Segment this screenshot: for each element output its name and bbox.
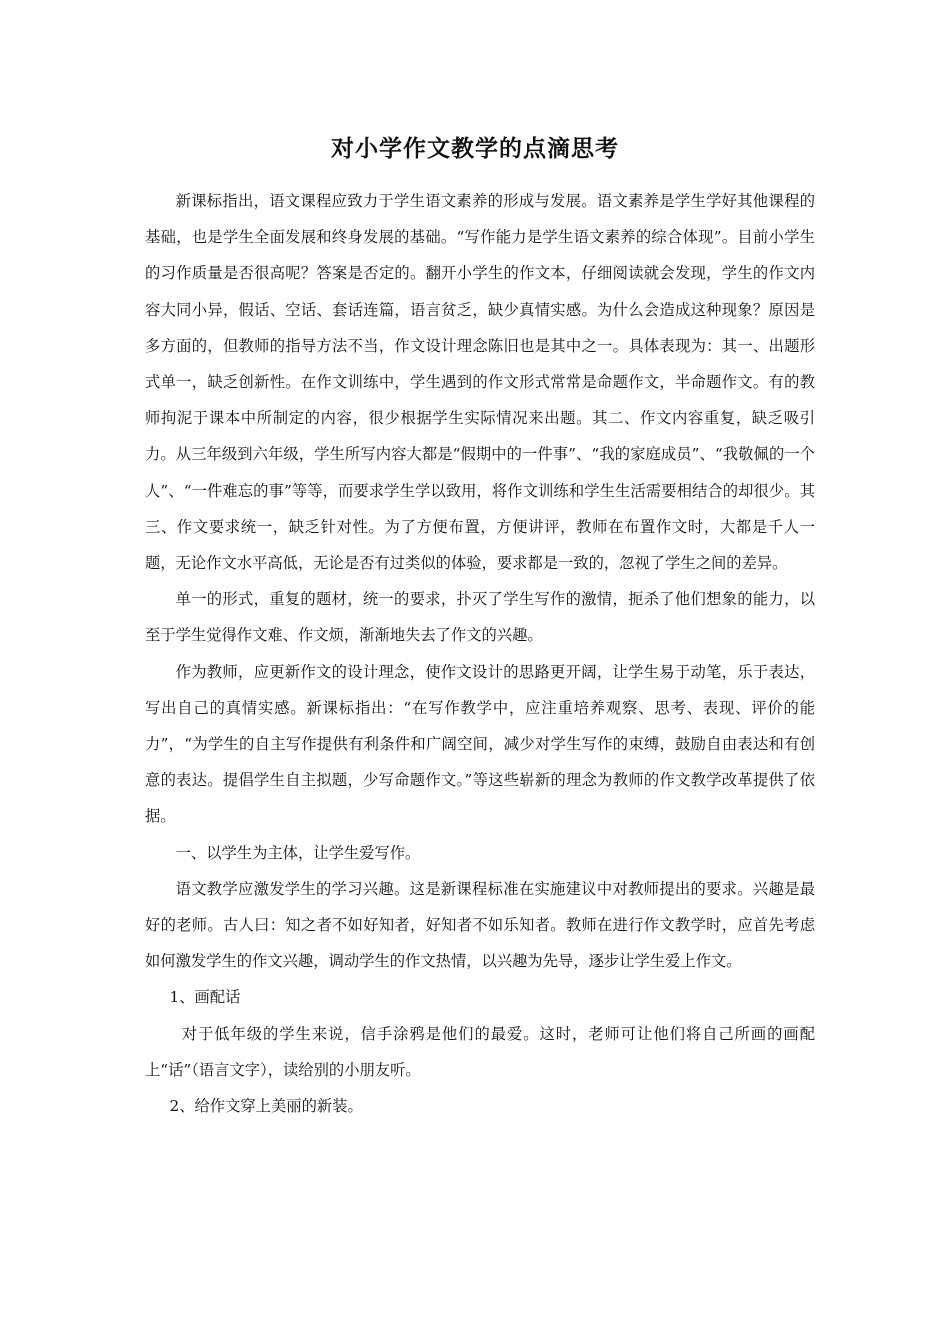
subheading-new-outfit: 2、给作文穿上美丽的新装。 xyxy=(169,1097,363,1116)
document-body xyxy=(145,183,815,1124)
paragraph-intro: 新课标指出，语文课程应致力于学生语文素养的形成与发展。语文素养是学生学好其他课程的基础，也是学生全面发展和终身发展的基础。“写作能力是学生语文素养的综合体现”。目前小学生的习作质量是否很高呢？答案是否定的。翻开小学生的作文本，仔细阅读就会发现，学生的作文内容大同小异，假话、空话、套话连篇，语言贫乏，缺少真情实感。为什么会造成这种现象？原因是多方面的，但教师的指导方法不当，作文设计理念陈旧也是其中之一。具体表现为：其一、出题形式单一，缺乏创新性。在作文训练中，学生遇到的作文形式常常是命题作文，半命题作文。有的教师拘泥于课本中所制定的内容，很少根据学生实际情况来出题。其二、作文内容重复，缺乏吸引力。从三年级到六年级，学生所写内容大都是“假期中的一件事”、“我的家庭成员”、“我敬佩的一个人”、“一件难忘的事”等等，而要求学生学以致用，将作文训练和学生生活需要相结合的却很少。其三、作文要求统一，缺乏针对性。为了方便布置，方便讲评，教师在布置作文时，大都是千人一题，无论作文水平高低，无论是否有过类似的体验，要求都是一致的，忽视了学生之间的差异。 xyxy=(145,192,815,573)
document-title: 对小学作文教学的点滴思考 xyxy=(331,135,619,162)
paragraph-interest: 语文教学应激发学生的学习兴趣。这是新课程标准在实施建议中对教师提出的要求。兴趣是最好的老师。古人曰：知之者不如好知者，好知者不如乐知者。教师在进行作文教学时，应首先考虑如何激发学生的作文兴趣，调动学生的作文热情，以兴趣为先导，逐步让学生爱上作文。 xyxy=(145,879,815,971)
paragraph-problem-summary: 单一的形式，重复的题材，统一的要求，扑灭了学生写作的激情，扼杀了他们想象的能力，以至于学生觉得作文难、作文烦，渐渐地失去了作文的兴趣。 xyxy=(145,590,815,645)
section-heading-1: 一、以学生为主体，让学生爱写作。 xyxy=(175,843,421,862)
subheading-draw-and-write: 1、画配话 xyxy=(169,988,241,1007)
paragraph-teacher-role: 作为教师，应更新作文的设计理念，使作文设计的思路更开阔，让学生易于动笔，乐于表达，写出自己的真情实感。新课标指出：“在写作教学中，应注重培养观察、思考、表现、评价的能力”，“为学生的自主写作提供有利条件和广阔空间，减少对学生写作的束缚，鼓励自由表达和有创意的表达。提倡学生自主拟题，少写命题作文。”等这些崭新的理念为教师的作文教学改革提供了依据。 xyxy=(145,662,815,826)
paragraph-draw-and-write: 对于低年级的学生来说，信手涂鸦是他们的最爱。这时，老师可让他们将自己所画的画配上“话”（语言文字），读给别的小朋友听。 xyxy=(145,1024,815,1079)
